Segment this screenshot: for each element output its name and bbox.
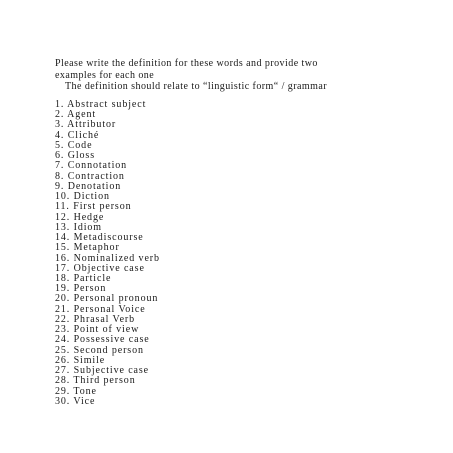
term-item: 14. Metadiscourse <box>55 232 144 244</box>
term-item: 20. Personal pronoun <box>55 293 159 305</box>
term-item: 22. Phrasal Verb <box>55 313 136 325</box>
term-item: 15. Metaphor <box>55 242 120 254</box>
term-item: 18. Particle <box>55 272 112 284</box>
term-item: 10. Diction <box>55 191 110 203</box>
instruction-line: Please write the definition for these words and provide two <box>55 58 318 69</box>
term-item: 19. Person <box>55 283 107 295</box>
term-item: 25. Second person <box>55 344 144 356</box>
term-item: 4. Cliché <box>55 129 100 141</box>
term-item: 29. Tone <box>55 385 97 397</box>
terms-list <box>55 100 160 407</box>
term-item: 28. Third person <box>55 375 136 387</box>
term-item: 2. Agent <box>55 109 97 121</box>
term-item: 6. Gloss <box>55 150 95 162</box>
term-item: 1. Abstract subject <box>55 99 147 110</box>
term-item: 30. Vice <box>55 395 96 407</box>
term-item: 13. Idiom <box>55 221 102 233</box>
term-item: 16. Nominalized verb <box>55 252 160 264</box>
instruction-line: examples for each one <box>55 69 155 81</box>
term-item: 3. Attributor <box>55 119 117 131</box>
term-item: 27. Subjective case <box>55 365 150 377</box>
term-item: 17. Objective case <box>55 262 145 274</box>
term-item: 8. Contraction <box>55 170 125 182</box>
term-item: 26. Simile <box>55 354 106 366</box>
term-item: 12. Hedge <box>55 211 105 223</box>
instruction-line: The definition should relate to “linguistic form“ / grammar <box>65 81 328 92</box>
instructions <box>55 58 445 93</box>
term-item: 24. Possessive case <box>55 334 150 346</box>
term-item: 23. Point of view <box>55 324 140 336</box>
term-item: 7. Connotation <box>55 160 128 172</box>
term-item: 21. Personal Voice <box>55 303 146 315</box>
term-item: 5. Code <box>55 139 93 151</box>
term-item: 11. First person <box>55 201 132 213</box>
term-item: 9. Denotation <box>55 180 122 192</box>
